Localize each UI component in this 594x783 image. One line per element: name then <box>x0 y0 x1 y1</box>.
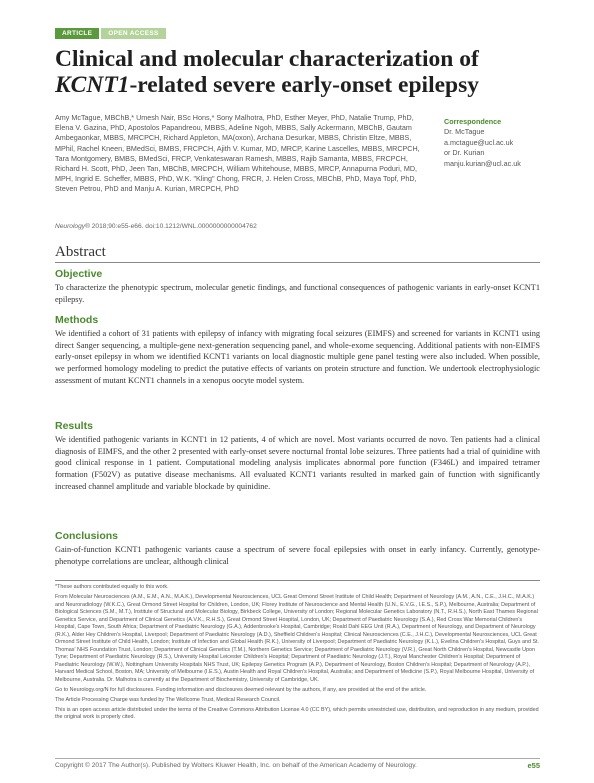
abstract-divider <box>55 262 540 263</box>
conclusions-text: Gain-of-function KCNT1 pathogenic variants cause a spectrum of severe focal epilepsies with onset in early infancy. Currently, genotype-phenotype correlations are unclear, although clinical <box>55 545 540 566</box>
results-section <box>55 420 540 493</box>
citation <box>55 223 257 230</box>
open-access-badge: OPEN ACCESS <box>101 28 165 39</box>
equal-contribution-note: *These authors contributed equally to this work. <box>55 584 169 590</box>
objective-heading: Objective <box>55 268 103 280</box>
conclusions-heading: Conclusions <box>55 530 119 542</box>
methods-heading: Methods <box>55 314 99 326</box>
article-badges <box>55 28 166 39</box>
funding-note: The Article Processing Charge was funded by The Wellcome Trust, Medical Research Council. <box>55 696 281 703</box>
journal-name: Neurology® <box>55 223 90 230</box>
title-gene: KCNT1 <box>55 72 130 98</box>
affiliations: From Molecular Neurosciences (A.M., E.M., A.N., M.A.K.), Developmental Neurosciences, UCL Great Ormond Street Institute of Child Health; Department of Neurology (A.M., A.N., C.E., J.H.C., M.A.K.) and Neuroradiology (W.K.C.), Great Ormond Street Hospital for Children, London, UK; Florey Institute of Neuroscience and Mental Health (U.N., E.V.G., I.E.S., S.P.), Melbourne, Australia; Department of Biological Sciences (S.M., M.T.), Institute of Structural and Molecular Biology, Birkbeck College, University of London; Regional Molecular Genetics Laboratory (N.T., R.H.S.), North East Thames Regional Genetics Service, and Department of Clinical Genetics (A.V.K., R.H.S.), Great Ormond Street Hospital, London, UK; Department of Paediatric Neurology (S.A.), Red Cross War Memorial Children's Hospital, Cape Town, South Africa; Department of Paediatric Neurology (G.A.), Addenbrooke's Hospital, Cambridge; Roald Dahl EEG Unit (R.A.), Department of Neurology, and Department of Neurology (R.K.), Alder Hey Children's Hospital, Liverpool; Department of Paediatric Neurology (A.D.), Sheffield Children's Hospital; Clinical Neurosciences (C.E., J.H.C.), Developmental Neurosciences, UCL Great Ormond Street Institute of Child Health, London; Institute of Infection and Global Health (R.K.), University of Liverpool; Department of Paediatric Neurology (K.L.), Evelina Children's Hospital, Guys and St. Thomas' NHS Foundation Trust, London; Department of Clinical Genetics (T.M.), Northern Genetics Service; Department of Paediatric Neurology (V.R.), Great North Children's Hospital, Newcastle Upon Tyne; Department of Paediatric Neurology (R.S.), University Hospital Leicester Children's Hospital; Department of Paediatric Neurology (J.T.), Royal Manchester Children's Hospital; Department of Paediatric Neurology (W.W.), Nottingham University Hospitals NHS Trust, UK; Epilepsy Genetics Program (A.P.), Department of Neurology, Boston Children's Hospital; Department of Neurology (A.P.), Harvard Medical School, Boston, MA; University of Melbourne (I.E.S.), Austin Health and Royal Children's Hospital, Australia; and Department of Medicine (S.P.), Royal Melbourne Hospital, University of Melbourne, Australia. Dr. Malhotra is currently at the Department of Biochemistry, University of Cambridge, UK. <box>55 594 540 683</box>
disclosures-note: Go to Neurology.org/N for full disclosures. Funding information and disclosures deemed relevant by the authors, if any, are provided at the end of the article. <box>55 686 427 693</box>
correspondence-name-2: or Dr. Kurian <box>444 148 485 158</box>
article-title <box>55 46 545 98</box>
correspondence-box <box>444 117 564 169</box>
title-line-1: Clinical and molecular characterization of <box>55 46 479 72</box>
footnotes <box>55 580 540 724</box>
correspondence-name-1: Dr. McTague <box>444 127 485 137</box>
citation-details: 2018;90:e55-e66. doi:10.1212/WNL.0000000000004762 <box>91 223 257 230</box>
footer-divider <box>55 758 540 759</box>
article-type-badge: ARTICLE <box>55 28 99 39</box>
title-line-2: -related severe early-onset epilepsy <box>129 72 480 98</box>
copyright-footer: Copyright © 2017 The Author(s). Published by Wolters Kluwer Health, Inc. on behalf of the American Academy of Neurology. <box>55 762 417 769</box>
results-text: We identified pathogenic variants in KCNT1 in 12 patients, 4 of which are novel. Most variants occurred de novo. Ten patients had a clinical diagnosis of EIMFS, and the other 2 presented with early-onset severe nocturnal frontal lobe seizures. Three patients had a trial of quinidine with good clinical response in 1 patient. Computational modeling analysis implicates abnormal pore function (F346L) and impaired tetramer formation (F502V) as putative disease mechanisms. All evaluated KCNT1 variants resulted in marked gain of function with significantly increased channel amplitude and variable blockade by quinidine. <box>55 435 540 491</box>
license-note: This is an open access article distributed under the terms of the Creative Commons Attribution License 4.0 (CC BY), which permits unrestricted use, distribution, and reproduction in any medium, provided the original work is properly cited. <box>55 706 539 720</box>
author-list: Amy McTague, MBChB,* Umesh Nair, BSc Hons,* Sony Malhotra, PhD, Esther Meyer, PhD, Natalie Trump, PhD, Elena V. Gazina, PhD, Apostolos Papandreou, MBBS, Adeline Ngoh, MBBS, Sally Ackermann, MBChB, Gautam Ambegaonkar, MBBS, MRCPCH, Richard Appleton, MA(oxon), Archana Desurkar, MBBS, Christin Eltze, MBBS, MPhil, Rachel Kneen, BMedSci, BMBS, FRCPCH, Ajith V. Kumar, MD, MRCP, Karine Lascelles, MBBS, MRCPCH, Tara Montgomery, BMBS, BMedSci, FRCP, Venkateswaran Ramesh, MBBS, Rajib Samanta, MBBS, FRCPCH, Richard H. Scott, PhD, Jeen Tan, MBChB, MRCPCH, William Whitehouse, MBBS, MRCP, Annapurna Poduri, MD, MPH, Ingrid E. Scheffer, MBBS, PhD, W.K. "Kling" Chong, FRCR, J. Helen Cross, MBChB, PhD, Maya Topf, PhD, Steven Petrou, PhD and Manju A. Kurian, MRCPCH, PhD <box>55 113 420 194</box>
page-number: e55 <box>527 761 540 770</box>
objective-section <box>55 268 540 305</box>
conclusions-section <box>55 530 540 567</box>
correspondence-email-2[interactable]: manju.kurian@ucl.ac.uk <box>444 158 521 168</box>
abstract-heading: Abstract <box>55 244 106 260</box>
objective-text: To characterize the phenotypic spectrum, molecular genetic findings, and functional consequences of pathogenic variants in early-onset KCNT1 epilepsy. <box>55 283 540 304</box>
correspondence-heading: Correspondence <box>444 117 502 126</box>
methods-section <box>55 314 540 387</box>
methods-text: We identified a cohort of 31 patients with epilepsy of infancy with migrating focal seizures (EIMFS) and screened for variants in KCNT1 using direct Sanger sequencing, a multiple-gene next-generation sequencing panel, and whole-exome sequencing. Additional patients with non-EIMFS early-onset epilepsy in whom we identified KCNT1 variants on local diagnostic multiple gene panel testing were also included. When possible, we performed homology modeling to predict the putative effects of variants on protein structure and function. We undertook electrophysiologic assessment of mutant KCNT1 channels in a xenopus oocyte model system. <box>55 329 540 385</box>
correspondence-email-1[interactable]: a.mctague@ucl.ac.uk <box>444 137 514 147</box>
results-heading: Results <box>55 420 93 432</box>
